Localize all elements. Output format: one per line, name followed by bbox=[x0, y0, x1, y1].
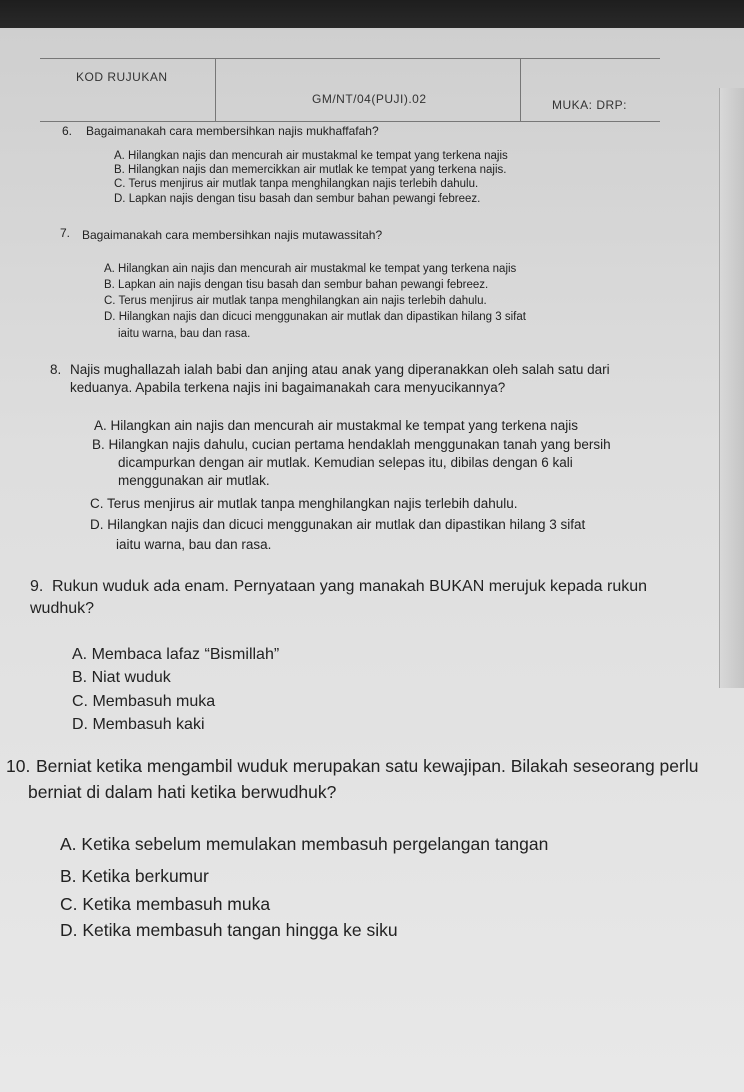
option-a: A. Ketika sebelum memulakan membasuh pergelangan tangan bbox=[60, 834, 549, 854]
option-a: A. Membaca lafaz “Bismillah” bbox=[72, 646, 280, 663]
question-text-continued: berniat di dalam hati ketika berwudhuk? bbox=[28, 782, 337, 802]
stacked-pages-edge bbox=[719, 88, 744, 688]
option-c: C. Membasuh muka bbox=[72, 693, 216, 710]
option-a: A. Hilangkan ain najis dan mencurah air mustakmal ke tempat yang terkena najis bbox=[94, 418, 579, 433]
option-b: B. Lapkan ain najis dengan tisu basah dan sembur bahan pewangi febreez. bbox=[104, 279, 489, 291]
option-d: D. Ketika membasuh tangan hingga ke siku bbox=[60, 920, 398, 940]
option-b: B. Ketika berkumur bbox=[60, 866, 209, 886]
question-number: 10. bbox=[6, 756, 31, 776]
question-text: Rukun wuduk ada enam. Pernyataan yang manakah BUKAN merujuk kepada rukun bbox=[52, 578, 648, 595]
header-divider bbox=[215, 59, 216, 121]
option-c: C. Ketika membasuh muka bbox=[60, 894, 271, 914]
option-c: C. Terus menjirus air mutlak tanpa menghilangkan ain najis terlebih dahulu. bbox=[104, 295, 487, 307]
option-d-continued: iaitu warna, bau dan rasa. bbox=[116, 537, 272, 552]
option-b-continued: menggunakan air mutlak. bbox=[118, 473, 270, 488]
question-number: 8. bbox=[50, 362, 62, 377]
question-text: Bagaimanakah cara membersihkan najis mukhaffafah? bbox=[86, 124, 379, 138]
option-b-continued: dicampurkan dengan air mutlak. Kemudian selepas itu, dibilas dengan 6 kali bbox=[118, 455, 573, 470]
question-text: Berniat ketika mengambil wuduk merupakan satu kewajipan. Bilakah seseorang perlu bbox=[36, 756, 699, 776]
option-d: D. Hilangkan najis dan dicuci menggunakan air mutlak dan dipastikan hilang 3 sifat bbox=[104, 311, 526, 323]
option-a: A. Hilangkan ain najis dan mencurah air mustakmal ke tempat yang terkena najis bbox=[104, 263, 517, 275]
option-b: B. Niat wuduk bbox=[72, 669, 171, 686]
option-a: A. Hilangkan najis dan mencurah air mustakmal ke tempat yang terkena najis bbox=[114, 150, 508, 162]
question-text-continued: wudhuk? bbox=[30, 600, 95, 617]
option-d: D. Hilangkan najis dan dicuci menggunakan air mutlak dan dipastikan hilang 3 sifat bbox=[90, 517, 586, 532]
option-c: C. Terus menjirus air mutlak tanpa menghilangkan najis terlebih dahulu. bbox=[90, 496, 518, 511]
document-header bbox=[40, 58, 660, 122]
option-d: D. Lapkan najis dengan tisu basah dan sembur bahan pewangi febreez. bbox=[114, 193, 481, 205]
header-divider bbox=[520, 59, 521, 121]
question-number: 6. bbox=[62, 124, 73, 138]
option-c: C. Terus menjirus air mutlak tanpa menghilangkan najis terlebih dahulu. bbox=[114, 178, 479, 190]
question-text: Najis mughallazah ialah babi dan anjing atau anak yang diperanakkan oleh salah satu dari bbox=[70, 362, 610, 377]
question-number: 7. bbox=[60, 226, 71, 240]
reference-code: GM/NT/04(PUJI).02 bbox=[312, 92, 427, 106]
kod-rujukan-label: KOD RUJUKAN bbox=[76, 70, 168, 84]
option-b: B. Hilangkan najis dan memercikkan air mutlak ke tempat yang terkena najis. bbox=[114, 164, 507, 176]
question-text: Bagaimanakah cara membersihkan najis mutawassitah? bbox=[82, 228, 383, 242]
page-label: MUKA: DRP: bbox=[552, 98, 628, 112]
option-b: B. Hilangkan najis dahulu, cucian pertama hendaklah menggunakan tanah yang bersih bbox=[92, 437, 611, 452]
option-d-continued: iaitu warna, bau dan rasa. bbox=[118, 328, 251, 340]
option-d: D. Membasuh kaki bbox=[72, 716, 205, 733]
question-text-continued: keduanya. Apabila terkena najis ini bagaimanakah cara menyucikannya? bbox=[70, 380, 506, 395]
question-number: 9. bbox=[30, 578, 44, 595]
